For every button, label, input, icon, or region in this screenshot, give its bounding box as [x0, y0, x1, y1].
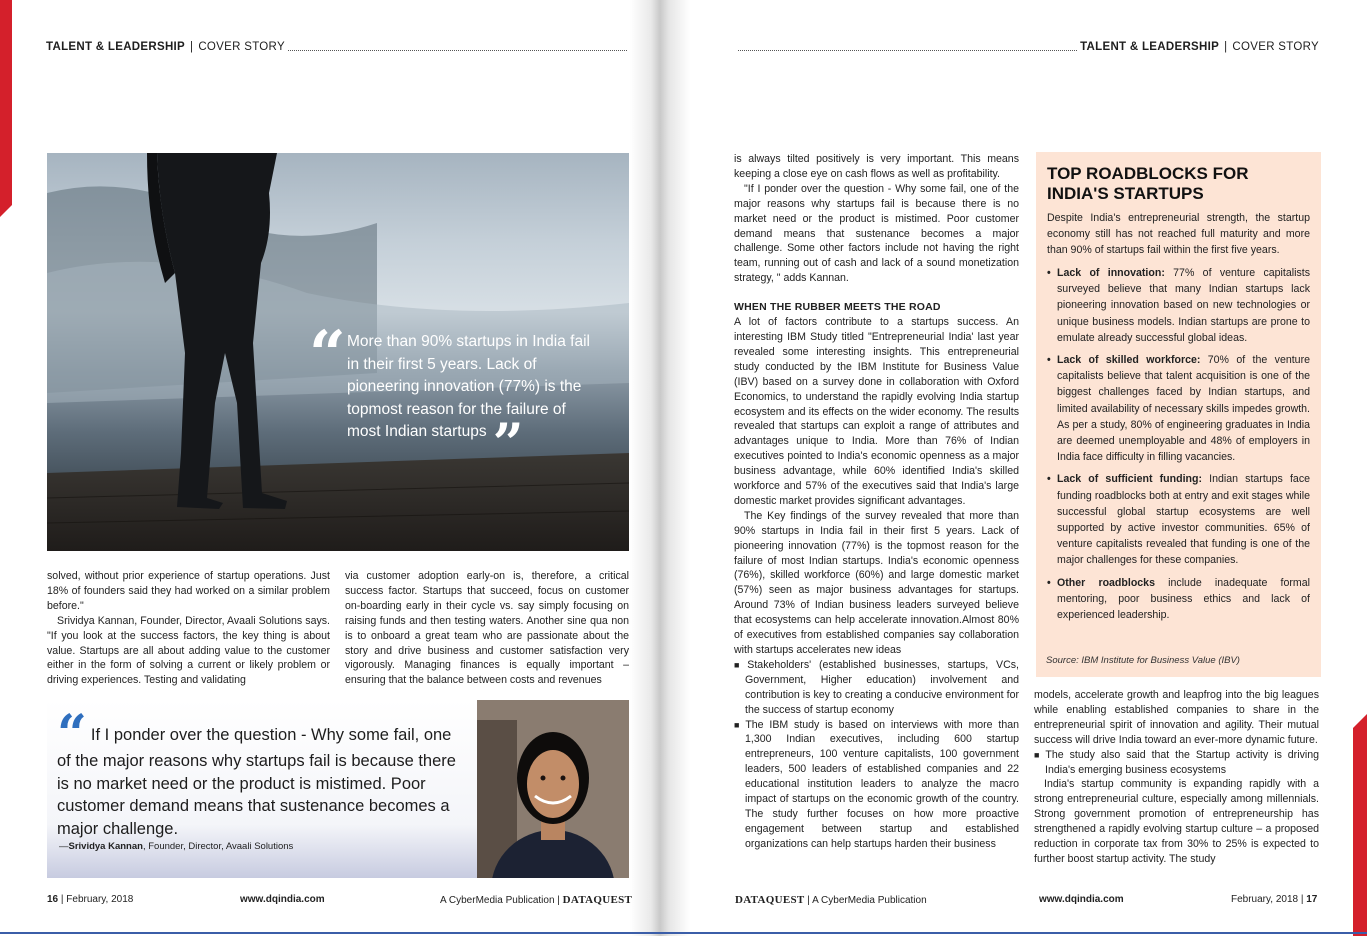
sidebar-list — [1047, 265, 1310, 629]
portrait-photo — [477, 700, 629, 878]
left-column-b — [345, 569, 629, 688]
footer-url-text: www.dqindia.com — [240, 894, 325, 905]
quote-box-text-wrap — [57, 704, 467, 840]
header-dotted-rule — [288, 43, 627, 51]
item-text: 70% of the venture capitalists believe that talent acquisition is one of the biggest challenges faced by Indian startups, and limited availability of necessary skills impedes growth. As per a study, 80% of engineering graduates in India are deemed unemployable and 48% of employers in India face difficulty in filling vacancies. — [1057, 354, 1310, 464]
right-column-c — [734, 152, 1019, 852]
paragraph: The Key findings of the survey revealed that more than 90% startups in India fail in their first 5 years. Lack of pioneering innovation (77%) is the topmost reason for the failure of most Indian startups. India's economic openness (76%), skilled workforce (60%) and large domestic market (57%) seen as major business advantages for startups. Around 73% of Indian business leaders surveyed believe that ecosystems can help accelerate innovation.Almost 80% of executives from established companies say collaboration with startups accelerates new ideas — [734, 509, 1019, 656]
footer-publisher: A CyberMedia Publication | DATAQUEST — [440, 894, 633, 906]
open-quote-icon: “ — [309, 317, 346, 392]
sidebar-title: TOP ROADBLOCKS FOR INDIA'S STARTUPS — [1047, 164, 1249, 203]
paragraph: models, accelerate growth and leapfrog into the big leagues while enabling established companies to share in the entrepreneurial spirit of innovation and agility. Their mutual success will drive India toward an ever-more dynamic future. — [1034, 689, 1319, 746]
close-quote-icon: ” — [492, 411, 524, 475]
header-subsection: COVER STORY — [198, 41, 285, 53]
magazine-name: DATAQUEST — [562, 894, 633, 906]
photo-quote-text: More than 90% startups in India fail in their first 5 years. Lack of pioneering innovation (77%) is the topmost reason for the failure of most Indian startups — [347, 333, 590, 440]
right-column-d — [1034, 688, 1319, 867]
paragraph: India's startup community is expanding rapidly with a strong entrepreneurial culture, especially among millennials. Strong government promotion of entrepreneurship has strengthened a rapidly evolving startup culture – a proposed reduction in corporate tax from 30% to 25% is expected to further boost startup activity. The study — [1034, 778, 1319, 865]
cover-photo — [47, 153, 629, 551]
quote-attribution: —Srividya Kannan, Founder, Director, Avaali Solutions — [59, 841, 294, 852]
footer-left-page: 16 | February, 2018 — [47, 894, 134, 905]
quote-box-text: If I ponder over the question - Why some fail, one of the major reasons why startups fail is because there is no market need or the product is mistimed. Poor customer demand means that sustenance becomes a major challenge. — [57, 726, 456, 838]
roadblocks-sidebar — [1036, 152, 1321, 677]
item-text: Indian startups face funding roadblocks both at entry and exit stages while successful global startup ecosystems are well supported by active investor communities. 65% of venture capitalists revealed that funding is one of the major challenges for these companies. — [1057, 473, 1311, 567]
page-number: 17 — [1306, 894, 1318, 905]
bullet-item: ■ The IBM study is based on interviews with more than 1,300 Indian executives, including 600 startup entrepreneurs, 100 venture capitalists, 100 government leaders, 500 leaders of established companies and 22 educational institution leaders to analyze the macro impact of startups on the economic growth of the country. The study further focuses on how more proactive engagement between startup and established organizations can help startups harden their business — [734, 718, 1019, 852]
footer-date: February, 2018 — [1231, 894, 1299, 905]
sidebar-list-item — [1047, 471, 1310, 568]
photo-pull-quote — [309, 317, 602, 475]
footer-right-page: February, 2018 | 17 — [1231, 894, 1318, 905]
bullet-item: ■ Stakeholders' (established businesses, startups, VCs, Government, Higher education) involvement and contribution is key to creating a conducive environment for the success of startup economy — [734, 658, 1019, 718]
item-head: Lack of skilled workforce: — [1057, 354, 1201, 367]
open-quote-icon: “ — [57, 704, 87, 765]
sidebar-intro: Despite India's entrepreneurial strength, the startup economy still has not reached full maturity and more than 90% of startups fail within the first five years. — [1047, 212, 1310, 257]
item-head: Lack of sufficient funding: — [1057, 473, 1203, 486]
page-gutter — [630, 0, 690, 936]
item-head: Lack of innovation: — [1057, 267, 1165, 279]
bottom-rule — [0, 932, 1367, 934]
bullet-item: ■ The study also said that the Startup activity is driving India's emerging business ecosystems — [1034, 748, 1319, 778]
paragraph: solved, without prior experience of startup operations. Just 18% of founders said they had worked on a similar problem before." — [47, 570, 330, 612]
paragraph: A lot of factors contribute to a startups success. An interesting IBM Study titled "Entrepreneurial India' last year revealed some interesting insights. This entrepreneurial study conducted by the IBM Institute for Business Value (IBV) based on a survey done in collaboration with Oxford Economics, to understand the rapidly evolving India startup ecosystem and its effects on the wider economy. The results revealed that startups can exploit a range of attributes and advantages unique to India. More than 76% of Indian executives pointed to India's economic openness as a major business advantage, while 60% identified India's skilled workforce and 57% of the executives said that India's large domestic market provides significant advantages. — [734, 316, 1019, 507]
item-head: Other roadblocks — [1057, 576, 1155, 589]
section-subhead: WHEN THE RUBBER MEETS THE ROAD — [734, 301, 941, 314]
publisher-name: A CyberMedia Publication — [812, 895, 927, 906]
item-text: 77% of venture capitalists surveyed believe that many Indian startups lack pioneering innovation based on new technologies or unique business models. Indian startups are prone to emulate already successful global ideas. — [1057, 267, 1310, 344]
header-section: TALENT & LEADERSHIP — [46, 41, 186, 53]
header-subsection: COVER STORY — [1232, 41, 1319, 53]
attribution-title: , Founder, Director, Avaali Solutions — [142, 841, 294, 852]
footer-url-right — [1039, 894, 1124, 905]
page-number: 16 — [47, 894, 59, 905]
paragraph: Srividya Kannan, Founder, Director, Avaali Solutions says. "If you look at the success factors, the key thing is about value. Startups are all about adding value to the customer either in the form of solving a current or likely problem or driving experiences. Testing and validating — [47, 614, 330, 687]
magazine-name: DATAQUEST — [735, 894, 805, 906]
left-column-a — [47, 569, 330, 688]
red-edge-tab-left — [0, 0, 12, 205]
red-edge-tab-right — [1353, 728, 1367, 936]
sidebar-list-item — [1047, 575, 1310, 624]
page-header-right: TALENT & LEADERSHIP | COVER STORY — [735, 41, 1319, 53]
page-header-left: TALENT & LEADERSHIP | COVER STORY — [46, 41, 630, 53]
paragraph: is always tilted positively is very important. This means keeping a close eye on cash flows as well as profitability. — [734, 153, 1019, 180]
sidebar-list-item — [1047, 352, 1310, 465]
paragraph: "If I ponder over the question - Why some fail, one of the major reasons why startups fail is because there is no market need or the product is mistimed. Poor customer demand means that sustenance becomes a major challenge. Some other factors include not having the right team, running out of cash and lack of a sound monetization strategy, " adds Kannan. — [734, 182, 1019, 285]
publisher-name: A CyberMedia Publication — [440, 895, 555, 906]
quote-box — [47, 700, 629, 878]
attribution-name: Srividya Kannan — [68, 841, 143, 852]
header-section: TALENT & LEADERSHIP — [1080, 41, 1220, 53]
sidebar-list-item — [1047, 265, 1310, 346]
footer-url — [240, 894, 325, 905]
footer-publisher-right: DATAQUEST | A CyberMedia Publication — [735, 894, 927, 906]
paragraph: via customer adoption early-on is, therefore, a critical success factor. Startups that succeed, focus on customer on-boarding early in their cycle vs. say simply focusing on raising funds and then testing waters. Another sine qua non is to onboard a great team who are passionate about the story and drive business and customer satisfaction very vigorously. Managing finances is equally important – ensuring that the balance between costs and revenues — [345, 570, 629, 687]
footer-url-text: www.dqindia.com — [1039, 894, 1124, 905]
header-dotted-rule — [738, 43, 1077, 51]
sidebar-source: Source: IBM Institute for Business Value (IBV) — [1046, 655, 1240, 666]
portrait-illustration — [477, 700, 629, 878]
item-text: include inadequate formal mentoring, poor business ethics and lack of experienced leadership. — [1057, 576, 1310, 622]
footer-date: February, 2018 — [66, 894, 134, 905]
